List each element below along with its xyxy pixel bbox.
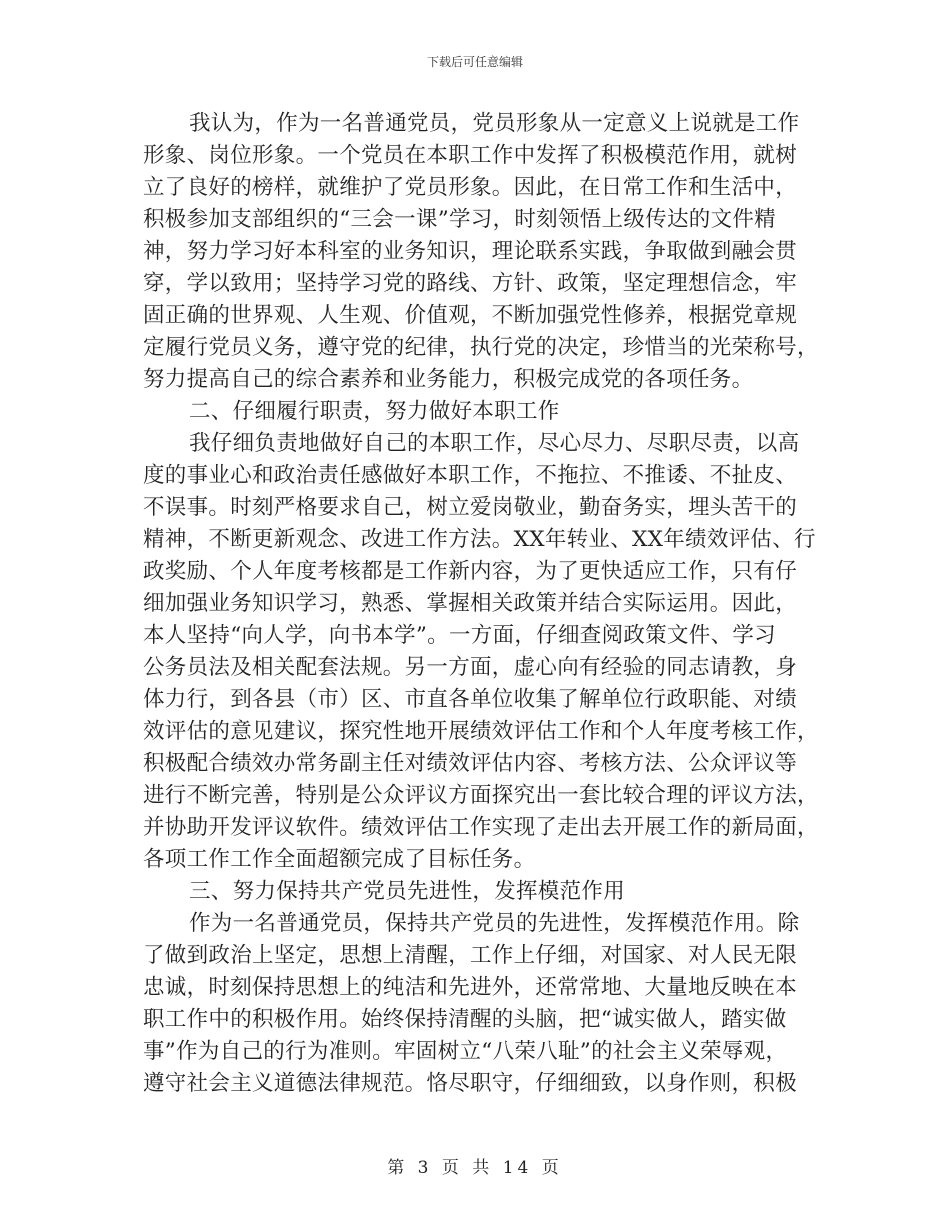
text-line: 我认为，作为一名普通党员，党员形象从一定意义上说就是工作 (189, 111, 800, 136)
text-line: 遵守社会主义道德法律规范。恪尽职守，仔细细致，以身作则，积极 (143, 1071, 798, 1096)
document-body (143, 108, 819, 1100)
section-heading: 二、仔细履行职责，努力做好本职工作 (189, 399, 560, 424)
text-line: 并协助开发评议软件。绩效评估工作实现了走出去开展工作的新局面， (143, 815, 819, 840)
section-heading: 三、努力保持共产党员先进性，发挥模范作用 (189, 879, 626, 904)
text-line: 公务员法及相关配套法规。另一方面，虚心向有经验的同志请教，身 (143, 655, 798, 680)
text-line: 我仔细负责地做好自己的本职工作，尽心尽力、尽职尽责，以高 (189, 431, 800, 456)
text-line: 积极参加支部组织的“三会一课”学习，时刻领悟上级传达的文件精 (143, 207, 776, 232)
text-line: 精神，不断更新观念、改进工作方法。XX年转业、XX年绩效评估、行 (143, 527, 816, 552)
page-footer: 第 3 页 共 14 页 (387, 1158, 563, 1178)
text-line: 职工作中的积极作用。始终保持清醒的头脑，把“诚实做人，踏实做 (143, 1007, 787, 1032)
text-line: 各项工作工作全面超额完成了目标任务。 (143, 847, 536, 872)
text-line: 定履行党员义务，遵守党的纪律，执行党的决定，珍惜当的光荣称号， (143, 335, 819, 360)
text-line: 立了良好的榜样，就维护了党员形象。因此，在日常工作和生活中， (143, 175, 798, 200)
text-line: 作为一名普通党员，保持共产党员的先进性，发挥模范作用。除 (189, 911, 800, 936)
text-line: 细加强业务知识学习，熟悉、掌握相关政策并结合实际运用。因此， (143, 591, 798, 616)
text-line: 神，努力学习好本科室的业务知识，理论联系实践，争取做到融会贯 (143, 239, 798, 264)
text-line: 形象、岗位形象。一个党员在本职工作中发挥了积极模范作用，就树 (143, 143, 798, 168)
text-line: 了做到政治上坚定，思想上清醒，工作上仔细，对国家、对人民无限 (143, 943, 798, 968)
text-line: 政奖励、个人年度考核都是工作新内容，为了更快适应工作，只有仔 (143, 559, 798, 584)
text-line: 事”作为自己的行为准则。牢固树立“八荣八耻”的社会主义荣辱观， (143, 1039, 788, 1064)
text-line: 本人坚持“向人学，向书本学”。一方面，仔细查阅政策文件、学习 (143, 623, 776, 648)
text-line: 忠诚，时刻保持思想上的纯洁和先进外，还常常地、大量地反映在本 (143, 975, 798, 1000)
text-line: 进行不断完善，特别是公众评议方面探究出一套比较合理的评议方法， (143, 783, 819, 808)
text-line: 固正确的世界观、人生观、价值观，不断加强党性修养，根据党章规 (143, 303, 798, 328)
text-line: 度的事业心和政治责任感做好本职工作，不拖拉、不推诿、不扯皮、 (143, 463, 798, 488)
text-line: 积极配合绩效办常务副主任对绩效评估内容、考核方法、公众评议等 (143, 751, 798, 776)
text-line: 穿，学以致用；坚持学习党的路线、方针、政策，坚定理想信念，牢 (143, 271, 798, 296)
page-header: 下载后可任意编辑 (426, 55, 523, 69)
text-line: 体力行，到各县（市）区、市直各单位收集了解单位行政职能、对绩 (143, 687, 798, 712)
text-line: 不误事。时刻严格要求自己，树立爱岗敬业，勤奋务实，埋头苦干的 (143, 495, 798, 520)
text-line: 效评估的意见建议，探究性地开展绩效评估工作和个人年度考核工作， (143, 719, 819, 744)
text-line: 努力提高自己的综合素养和业务能力，积极完成党的各项任务。 (143, 367, 754, 392)
